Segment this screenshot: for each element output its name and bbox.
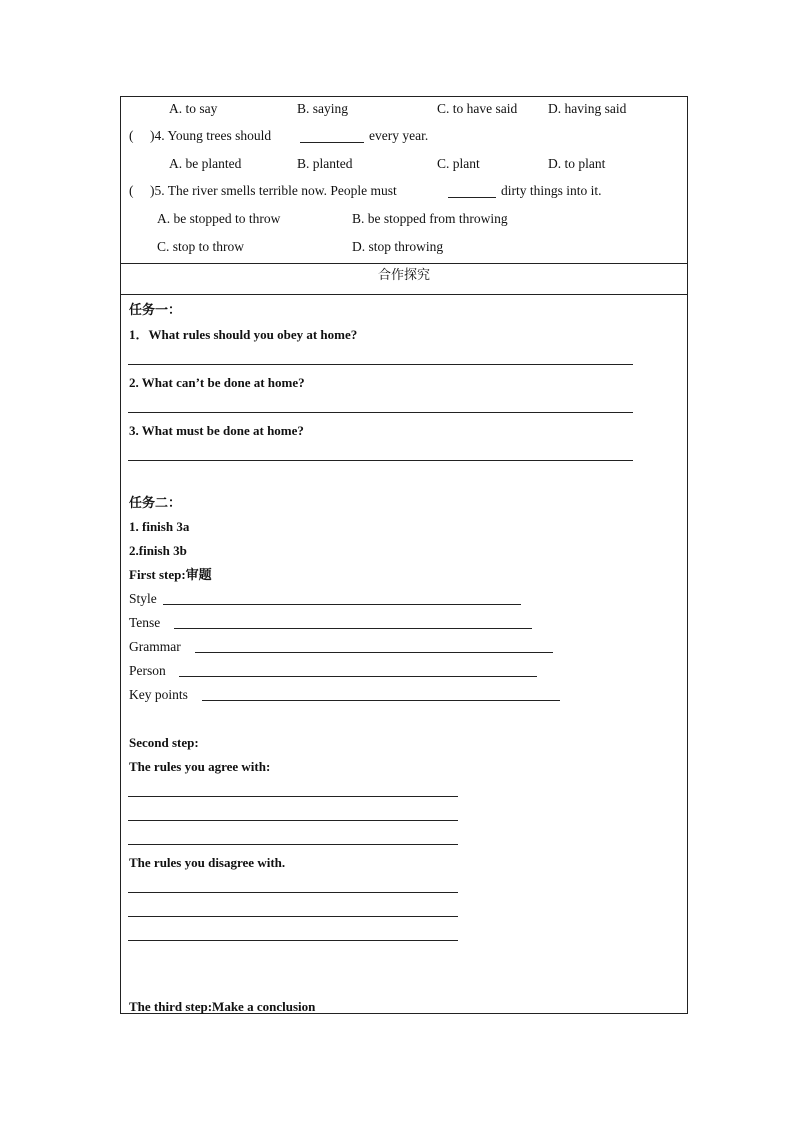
task2-title: 任务二： <box>129 495 182 510</box>
q4-option-b: B. planted <box>297 156 353 171</box>
disagree-line-2[interactable] <box>128 916 458 917</box>
q5-paren: ( <box>129 183 134 198</box>
field-label-style: Style <box>129 591 157 606</box>
field-label-key-points: Key points <box>129 687 188 702</box>
q5-option-a: A. be stopped to throw <box>157 211 281 226</box>
row-divider <box>121 263 687 264</box>
task1-answer-line-1[interactable] <box>128 364 633 365</box>
worksheet-table <box>120 96 688 1014</box>
q5-option-b: B. be stopped from throwing <box>352 211 508 226</box>
q4-option-c: C. plant <box>437 156 480 171</box>
q4-option-a: A. be planted <box>169 156 242 171</box>
agree-line-3[interactable] <box>128 844 458 845</box>
agree-line-2[interactable] <box>128 820 458 821</box>
field-label-grammar: Grammar <box>129 639 181 654</box>
task2-item-2: 2.finish 3b <box>129 543 187 558</box>
q3-option-b: B. saying <box>297 101 349 116</box>
q5-tail: dirty things into it. <box>501 183 602 198</box>
field-label-person: Person <box>129 663 166 678</box>
agree-heading: The rules you agree with: <box>129 759 271 774</box>
task1-answer-line-3[interactable] <box>128 460 633 461</box>
field-line-person[interactable] <box>179 676 537 677</box>
task1-question-1: 1．What rules should you obey at home? <box>129 327 358 342</box>
q4-answer-blank[interactable] <box>300 142 364 143</box>
row-divider <box>121 294 687 295</box>
disagree-line-3[interactable] <box>128 940 458 941</box>
q3-option-d: D. having said <box>548 101 627 116</box>
field-line-key-points[interactable] <box>202 700 560 701</box>
q3-option-a: A. to say <box>169 101 218 116</box>
q4-option-d: D. to plant <box>548 156 606 171</box>
q5-stem: )5. The river smells terrible now. People must <box>150 183 397 198</box>
third-step-heading: The third step:Make a conclusion <box>129 999 316 1014</box>
field-line-tense[interactable] <box>174 628 532 629</box>
task1-question-3: 3. What must be done at home? <box>129 423 304 438</box>
agree-line-1[interactable] <box>128 796 458 797</box>
task1-question-2: 2. What can’t be done at home? <box>129 375 305 390</box>
disagree-heading: The rules you disagree with. <box>129 855 286 870</box>
q5-option-d: D. stop throwing <box>352 239 444 254</box>
second-step-heading: Second step: <box>129 735 199 750</box>
disagree-line-1[interactable] <box>128 892 458 893</box>
section-title: 合作探究 <box>377 267 430 282</box>
task2-item-1: 1. finish 3a <box>129 519 190 534</box>
field-line-style[interactable] <box>163 604 521 605</box>
q3-option-c: C. to have said <box>437 101 518 116</box>
task1-answer-line-2[interactable] <box>128 412 633 413</box>
q5-option-c: C. stop to throw <box>157 239 245 254</box>
q4-paren: ( <box>129 128 134 143</box>
q4-stem: )4. Young trees should <box>150 128 272 143</box>
task1-title: 任务一： <box>129 302 182 317</box>
q4-tail: every year. <box>369 128 429 143</box>
field-line-grammar[interactable] <box>195 652 553 653</box>
q5-answer-blank[interactable] <box>448 197 496 198</box>
first-step-heading: First step:审题 <box>129 567 212 582</box>
field-label-tense: Tense <box>129 615 161 630</box>
